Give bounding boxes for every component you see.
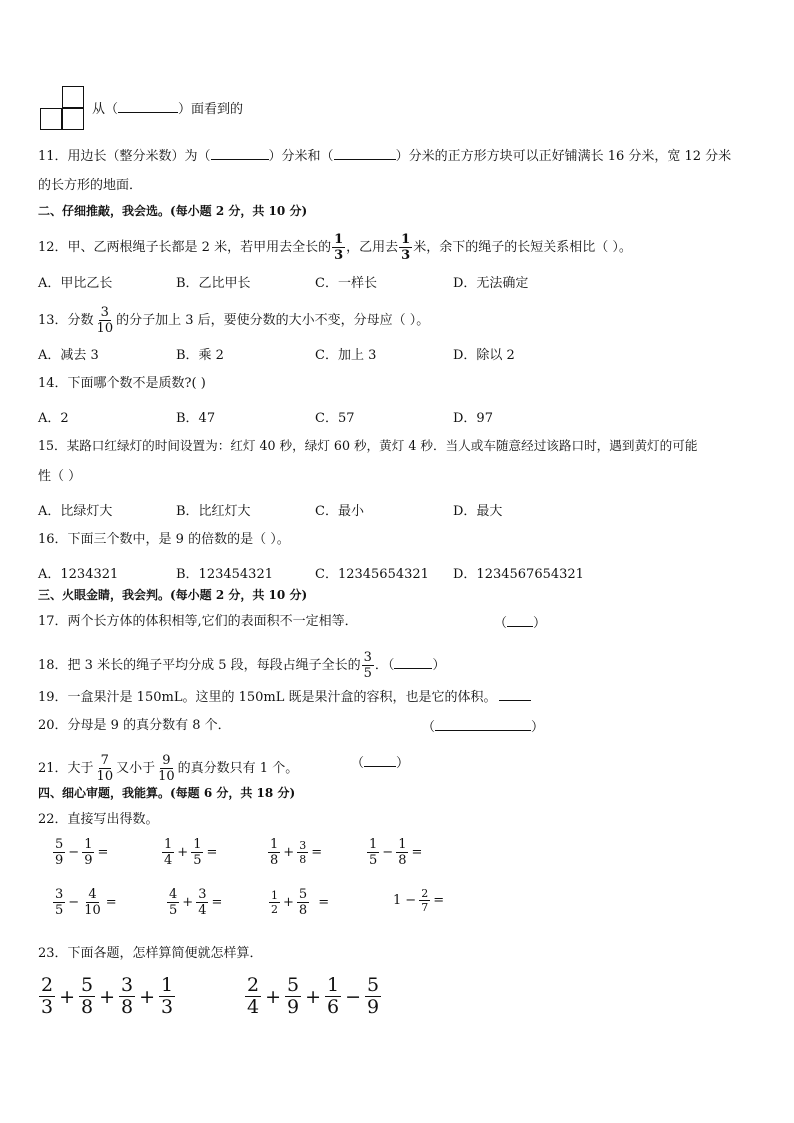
answer-bracket[interactable]: （ ） bbox=[422, 720, 545, 735]
q15-option-a[interactable]: A．比绿灯大 bbox=[38, 504, 113, 519]
q14-option-d[interactable]: D．97 bbox=[453, 411, 493, 426]
calc-item: $\frac{5}{9}$ − $\frac{1}{9}$ = bbox=[55, 837, 109, 868]
q12-option-b[interactable]: B．乙比甲长 bbox=[176, 276, 251, 291]
answer-blank[interactable] bbox=[394, 656, 432, 669]
question-15-line1: 15．某路口红绿灯的时间设置为：红灯 40 秒，绿灯 60 秒，黄灯 4 秒．当人或车随意经过该路口时，遇到黄灯的可能 bbox=[38, 438, 698, 453]
fraction: $\frac{7}{10}$ bbox=[96, 753, 114, 784]
q15-option-c[interactable]: C．最小 bbox=[315, 504, 364, 519]
section-4-heading: 四、细心审题，我能算。(每题 6 分，共 18 分) bbox=[38, 786, 296, 800]
section-2-heading: 二、仔细推敲，我会选。(每小题 2 分，共 10 分) bbox=[38, 204, 308, 218]
answer-bracket[interactable]: （ ） bbox=[494, 616, 547, 631]
question-21: 21．大于 $\frac{7}{10}$ 又小于 $\frac{9}{10}$ 的真分数只有 1 个。 bbox=[38, 753, 299, 784]
question-16: 16．下面三个数中，是 9 的倍数的是（ ）。 bbox=[38, 532, 290, 547]
calc-item: 1 − $\frac{2}{7}$ = bbox=[393, 887, 445, 914]
question-19: 19．一盒果汁是 150mL。这里的 150mL 既是果汁盒的容积，也是它的体积。 bbox=[38, 688, 531, 706]
answer-bracket[interactable]: （ ） bbox=[351, 756, 410, 771]
q14-option-c[interactable]: C．57 bbox=[315, 411, 355, 426]
question-15-line2: 性（ ） bbox=[38, 469, 82, 484]
question-12: 12．甲、乙两根绳子长都是 2 米，若甲用去全长的 $\frac{1}{3}$ ，乙用去 $\frac{1}{3}$ 米，余下的绳子的长短关系相比（ ）。 bbox=[38, 232, 632, 263]
expression-2: $\frac{2}{4}$ + $\frac{5}{9}$ + $\frac{1}{6}$ − $\frac{5}{9}$ bbox=[247, 974, 380, 1018]
question-17: 17．两个长方体的体积相等,它们的表面积不一定相等． bbox=[38, 614, 358, 629]
fraction: $\frac{3}{10}$ bbox=[96, 305, 114, 336]
q12-option-d[interactable]: D．无法确定 bbox=[453, 276, 529, 291]
fraction: $\frac{1}{3}$ bbox=[334, 232, 344, 263]
question-11-line1: 11．用边长（整分米数）为（ ）分米和（ ）分米的正方形方块可以正好铺满长 16 分米，宽 12 分米 bbox=[38, 149, 732, 164]
question-23: 23．下面各题，怎样算简便就怎样算． bbox=[38, 946, 263, 961]
q13-option-d[interactable]: D．除以 2 bbox=[453, 348, 515, 363]
calc-item: $\frac{1}{5}$ − $\frac{1}{8}$ = bbox=[369, 837, 423, 868]
section-3-heading: 三、火眼金睛，我会判。(每小题 2 分，共 10 分) bbox=[38, 588, 308, 602]
q15-option-b[interactable]: B．比红灯大 bbox=[176, 504, 251, 519]
answer-blank[interactable] bbox=[211, 147, 269, 160]
question-11-line2: 的长方形的地面． bbox=[38, 178, 143, 193]
q15-option-d[interactable]: D．最大 bbox=[453, 504, 503, 519]
fraction: $\frac{3}{5}$ bbox=[363, 650, 372, 681]
q13-option-b[interactable]: B．乘 2 bbox=[176, 348, 224, 363]
q16-option-d[interactable]: D．1234567654321 bbox=[453, 567, 584, 582]
q16-option-a[interactable]: A．1234321 bbox=[38, 567, 119, 582]
fraction: $\frac{9}{10}$ bbox=[158, 753, 175, 784]
q13-option-a[interactable]: A．减去 3 bbox=[38, 348, 99, 363]
question-10: 从（ ）面看到的 bbox=[92, 102, 244, 117]
cube-view-figure bbox=[40, 86, 86, 132]
fraction: $\frac{1}{3}$ bbox=[401, 232, 411, 263]
q16-option-c[interactable]: C．12345654321 bbox=[315, 567, 429, 582]
question-14: 14．下面哪个数不是质数?( ) bbox=[38, 376, 206, 391]
question-22: 22．直接写出得数。 bbox=[38, 812, 159, 827]
calc-item: $\frac{1}{8}$ + $\frac{3}{8}$ = bbox=[270, 837, 323, 868]
expression-1: $\frac{2}{3}$ + $\frac{5}{8}$ + $\frac{3}{8}$ + $\frac{1}{3}$ bbox=[41, 974, 174, 1018]
answer-blank[interactable] bbox=[118, 100, 178, 113]
calc-item: $\frac{3}{5}$ − $\frac{4}{10}$ = bbox=[55, 887, 117, 918]
q12-option-c[interactable]: C．一样长 bbox=[315, 276, 377, 291]
q14-option-a[interactable]: A．2 bbox=[38, 411, 69, 426]
question-13: 13．分数 $\frac{3}{10}$ 的分子加上 3 后，要使分数的大小不变，分母应（ ）。 bbox=[38, 305, 430, 336]
answer-blank[interactable] bbox=[334, 147, 396, 160]
q14-option-b[interactable]: B．47 bbox=[176, 411, 216, 426]
question-20: 20．分母是 9 的真分数有 8 个． bbox=[38, 718, 231, 733]
q12-option-a[interactable]: A．甲比乙长 bbox=[38, 276, 113, 291]
calc-item: $\frac{1}{4}$ + $\frac{1}{5}$ = bbox=[164, 837, 218, 868]
q16-option-b[interactable]: B．123454321 bbox=[176, 567, 273, 582]
calc-item: $\frac{4}{5}$ + $\frac{3}{4}$ = bbox=[169, 887, 223, 918]
calc-item: $\frac{1}{2}$ + $\frac{5}{8}$ = bbox=[271, 887, 330, 918]
answer-blank[interactable] bbox=[499, 688, 531, 701]
question-18: 18．把 3 米长的绳子平均分成 5 段，每段占绳子全长的 $\frac{3}{5}$ ．（ ） bbox=[38, 650, 446, 681]
q13-option-c[interactable]: C．加上 3 bbox=[315, 348, 377, 363]
